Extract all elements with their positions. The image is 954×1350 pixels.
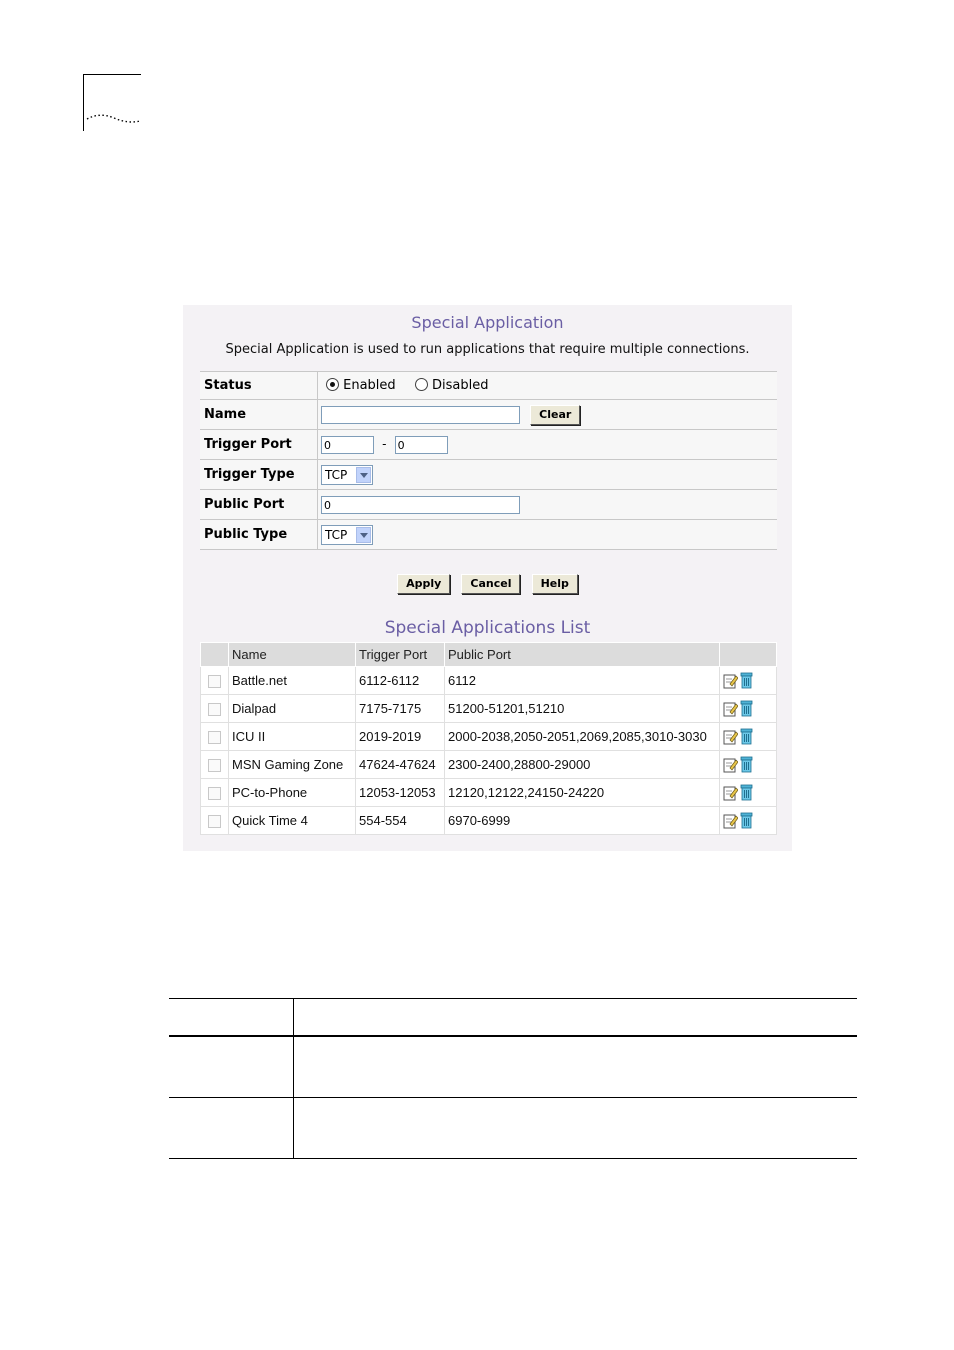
page-corner-mark-left [83,74,84,131]
row-public-port: 2000-2038,2050-2051,2069,2085,3010-3030 [445,723,720,751]
edit-icon[interactable] [723,673,738,689]
row-trigger-port: 7175-7175 [356,695,445,723]
doc-table-header-col1 [169,999,294,1037]
special-applications-table [200,642,777,835]
row-checkbox[interactable] [208,675,221,688]
edit-icon[interactable] [723,701,738,717]
enabled-radio[interactable] [326,378,339,391]
row-checkbox[interactable] [208,731,221,744]
public-port-label: Public Port [200,490,318,520]
trigger-port-label: Trigger Port [200,430,318,460]
enabled-radio-label[interactable]: Enabled [343,378,396,393]
trash-icon[interactable] [740,728,753,745]
table-row [201,751,777,779]
row-public-port: 2300-2400,28800-29000 [445,751,720,779]
column-header-name: Name [229,643,356,667]
row-actions [720,723,777,751]
row-checkbox[interactable] [208,815,221,828]
row-select-cell [201,807,229,835]
apply-button[interactable]: Apply [397,574,450,594]
doc-table-row1-col1 [169,1036,294,1098]
row-name: PC-to-Phone [229,779,356,807]
row-name: Battle.net [229,667,356,695]
action-buttons [183,573,792,594]
cancel-button[interactable]: Cancel [461,574,520,594]
select-column-header [201,643,229,667]
public-type-label: Public Type [200,520,318,550]
dotted-curve-mark [86,112,142,126]
name-field [318,400,778,430]
page-corner-mark-top [83,74,141,75]
help-button[interactable]: Help [532,574,578,594]
row-name: MSN Gaming Zone [229,751,356,779]
row-checkbox[interactable] [208,759,221,772]
public-type-select[interactable] [321,525,373,545]
doc-table-header-col2 [294,999,858,1037]
disabled-radio[interactable] [415,378,428,391]
row-actions [720,807,777,835]
row-select-cell [201,751,229,779]
doc-table-row1-col2 [294,1036,858,1098]
row-public-port: 51200-51201,51210 [445,695,720,723]
trigger-type-value: TCP [325,467,348,482]
row-trigger-port: 47624-47624 [356,751,445,779]
row-select-cell [201,695,229,723]
table-row [201,667,777,695]
row-select-cell [201,723,229,751]
name-input[interactable] [321,406,520,424]
edit-icon[interactable] [723,785,738,801]
row-name: Dialpad [229,695,356,723]
table-row [201,723,777,751]
row-actions [720,779,777,807]
row-select-cell [201,779,229,807]
trash-icon[interactable] [740,812,753,829]
row-checkbox[interactable] [208,787,221,800]
edit-icon[interactable] [723,729,738,745]
row-public-port: 6112 [445,667,720,695]
table-row [201,779,777,807]
row-public-port: 6970-6999 [445,807,720,835]
public-port-field [318,490,778,520]
chevron-down-icon[interactable] [356,527,371,543]
trigger-port-separator: - [382,437,387,451]
panel-description: Special Application is used to run applications that require multiple connections. [225,342,750,357]
edit-icon[interactable] [723,813,738,829]
column-header-trigger-port: Trigger Port [356,643,445,667]
trash-icon[interactable] [740,784,753,801]
list-title: Special Applications List [384,618,591,638]
row-name: Quick Time 4 [229,807,356,835]
trigger-port-from-input[interactable]: 0 [321,436,374,454]
chevron-down-icon[interactable] [356,467,371,483]
row-actions [720,751,777,779]
special-application-panel [183,305,792,851]
row-trigger-port: 12053-12053 [356,779,445,807]
row-actions [720,667,777,695]
document-table [169,998,857,1159]
trigger-type-select[interactable] [321,465,373,485]
public-type-value: TCP [325,527,348,542]
panel-title: Special Application [411,313,564,332]
column-header-public-port: Public Port [445,643,720,667]
trigger-port-field [318,430,778,460]
trigger-type-field [318,460,778,490]
trash-icon[interactable] [740,700,753,717]
public-type-field [318,520,778,550]
trigger-type-label: Trigger Type [200,460,318,490]
special-application-form [200,371,777,550]
row-trigger-port: 6112-6112 [356,667,445,695]
row-public-port: 12120,12122,24150-24220 [445,779,720,807]
disabled-radio-label[interactable]: Disabled [431,378,489,393]
row-name: ICU II [229,723,356,751]
doc-table-row2-col2 [294,1098,858,1159]
row-trigger-port: 554-554 [356,807,445,835]
edit-icon[interactable] [723,757,738,773]
table-row [201,695,777,723]
table-row [201,807,777,835]
trash-icon[interactable] [740,756,753,773]
status-label: Status [200,372,318,400]
row-actions [720,695,777,723]
doc-table-row2-col1 [169,1098,294,1159]
trash-icon[interactable] [740,672,753,689]
clear-button[interactable]: Clear [530,405,580,425]
row-trigger-port: 2019-2019 [356,723,445,751]
trigger-port-to-input[interactable]: 0 [395,436,448,454]
name-label: Name [200,400,318,430]
actions-column-header [720,643,777,667]
status-field [318,372,778,400]
row-checkbox[interactable] [208,703,221,716]
public-port-input[interactable]: 0 [321,496,520,514]
row-select-cell [201,667,229,695]
